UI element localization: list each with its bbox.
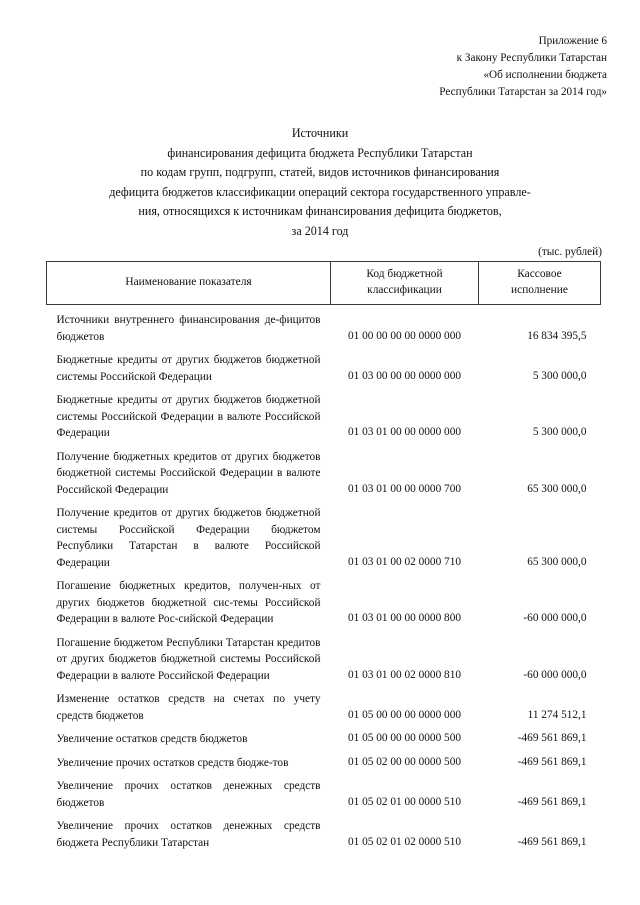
table-row bbox=[47, 748, 601, 771]
cell-budget-code: 01 05 02 01 02 0000 510 bbox=[348, 835, 461, 848]
budget-deficit-sources-table bbox=[46, 261, 601, 851]
table-row bbox=[47, 628, 601, 684]
column-header-indicator-name: Наименование показателя bbox=[47, 262, 331, 305]
title-line-3: по кодам групп, подгрупп, статей, видов источников финансирования bbox=[140, 165, 500, 180]
appendix-line-4: Республики Татарстан за 2014 год» bbox=[439, 86, 607, 99]
cell-indicator-name: Источники внутреннего финансирования де-​фицитов бюджетов bbox=[56, 314, 321, 343]
appendix-line-3: «Об исполнении бюджета bbox=[483, 69, 607, 82]
table-row bbox=[47, 498, 601, 571]
cell-indicator-name: Изменение остатков средств на счетах по учету средств бюджетов bbox=[56, 693, 321, 722]
table-row bbox=[47, 771, 601, 811]
cell-indicator-name: Увеличение прочих остатков денежных средств бюджетов bbox=[56, 780, 321, 809]
table-row bbox=[47, 345, 601, 385]
table-row bbox=[47, 571, 601, 627]
cell-indicator-name: Бюджетные кредиты от других бюджетов бюджетной системы Российской Федерации bbox=[56, 354, 321, 383]
cell-cash-execution: -469 561 869,1 bbox=[517, 732, 587, 745]
cell-cash-execution: 5 300 000,0 bbox=[532, 369, 587, 382]
cell-cash-execution: -469 561 869,1 bbox=[517, 835, 587, 848]
cell-budget-code: 01 03 00 00 00 0000 000 bbox=[348, 369, 461, 382]
cell-budget-code: 01 00 00 00 00 0000 000 bbox=[348, 329, 461, 342]
cell-cash-execution: -469 561 869,1 bbox=[517, 795, 587, 808]
cell-budget-code: 01 05 02 01 00 0000 510 bbox=[348, 795, 461, 808]
title-line-2: финансирования дефицита бюджета Республики Татарстан bbox=[167, 145, 473, 160]
cell-indicator-name: Погашение бюджетных кредитов, получен-​ных от других бюджетов бюджетной сис-​темы Российской Федерации в валюте Рос-​сийской Федерации bbox=[56, 580, 321, 626]
cell-budget-code: 01 05 00 00 00 0000 000 bbox=[348, 708, 461, 721]
cell-budget-code: 01 05 00 00 00 0000 500 bbox=[348, 732, 461, 745]
table-row bbox=[47, 684, 601, 724]
cell-indicator-name: Увеличение прочих остатков средств бюдже-​тов bbox=[56, 756, 289, 769]
column-header-cash-execution-line-2: исполнение bbox=[511, 283, 568, 296]
title-line-1: Источники bbox=[291, 126, 349, 140]
cell-cash-execution: 65 300 000,0 bbox=[527, 482, 587, 495]
title-line-5: ния, относящихся к источникам финансирования дефицита бюджетов, bbox=[138, 204, 502, 219]
cell-cash-execution: -469 561 869,1 bbox=[517, 755, 587, 768]
column-header-cash-execution bbox=[479, 262, 601, 305]
cell-cash-execution: -60 000 000,0 bbox=[523, 668, 587, 681]
table-row bbox=[47, 385, 601, 441]
cell-indicator-name: Получение кредитов от других бюджетов бюджетной системы Российской Федерации бюджетом Республики Татарстан в валюте Российской Федерации bbox=[56, 507, 321, 569]
cell-cash-execution: 65 300 000,0 bbox=[527, 555, 587, 568]
cell-indicator-name: Погашение бюджетом Республики Татарстан кредитов от других бюджетов бюджетной системы Российской Федерации в валюте Российской Федерации bbox=[56, 636, 321, 682]
cell-budget-code: 01 03 01 00 00 0000 000 bbox=[348, 426, 461, 439]
cell-indicator-name: Получение бюджетных кредитов от других бюджетов бюджетной системы Российской Федерации в валюте Российской Федерации bbox=[56, 450, 321, 496]
units-note: (тыс. рублей) bbox=[538, 246, 602, 258]
table-row bbox=[47, 305, 601, 345]
title-line-6: за 2014 год bbox=[291, 223, 349, 238]
cell-indicator-name: Увеличение прочих остатков денежных средств бюджета Республики Татарстан bbox=[56, 820, 321, 849]
cell-budget-code: 01 05 02 00 00 0000 500 bbox=[348, 755, 461, 768]
cell-cash-execution: 11 274 512,1 bbox=[527, 708, 587, 721]
table-row bbox=[47, 811, 601, 851]
cell-cash-execution: 16 834 395,5 bbox=[527, 329, 587, 342]
cell-budget-code: 01 03 01 00 02 0000 710 bbox=[348, 555, 461, 568]
column-header-budget-code bbox=[331, 262, 479, 305]
column-header-cash-execution-line-1: Кассовое bbox=[517, 268, 562, 280]
cell-cash-execution: -60 000 000,0 bbox=[523, 612, 587, 625]
cell-budget-code: 01 03 01 00 00 0000 700 bbox=[348, 482, 461, 495]
table-header-row bbox=[47, 262, 601, 305]
cell-cash-execution: 5 300 000,0 bbox=[532, 426, 587, 439]
appendix-reference-block bbox=[307, 33, 607, 101]
appendix-line-2: к Закону Республики Татарстан bbox=[456, 52, 607, 65]
table-header bbox=[47, 262, 601, 305]
cell-indicator-name: Увеличение остатков средств бюджетов bbox=[56, 733, 248, 746]
table-body bbox=[47, 305, 601, 851]
cell-budget-code: 01 03 01 00 02 0000 810 bbox=[348, 668, 461, 681]
table-row bbox=[47, 724, 601, 747]
page-title bbox=[36, 124, 604, 241]
table-row bbox=[47, 442, 601, 498]
appendix-line-1: Приложение 6 bbox=[538, 35, 607, 47]
title-line-4: дефицита бюджетов классификации операций сектора государственного управле- bbox=[109, 184, 531, 199]
column-header-budget-code-line-2: классификации bbox=[367, 283, 442, 296]
column-header-budget-code-line-1: Код бюджетной bbox=[366, 268, 443, 280]
cell-indicator-name: Бюджетные кредиты от других бюджетов бюджетной системы Российской Федерации в валюте Российской Федерации bbox=[56, 394, 321, 440]
cell-budget-code: 01 03 01 00 00 0000 800 bbox=[348, 612, 461, 625]
